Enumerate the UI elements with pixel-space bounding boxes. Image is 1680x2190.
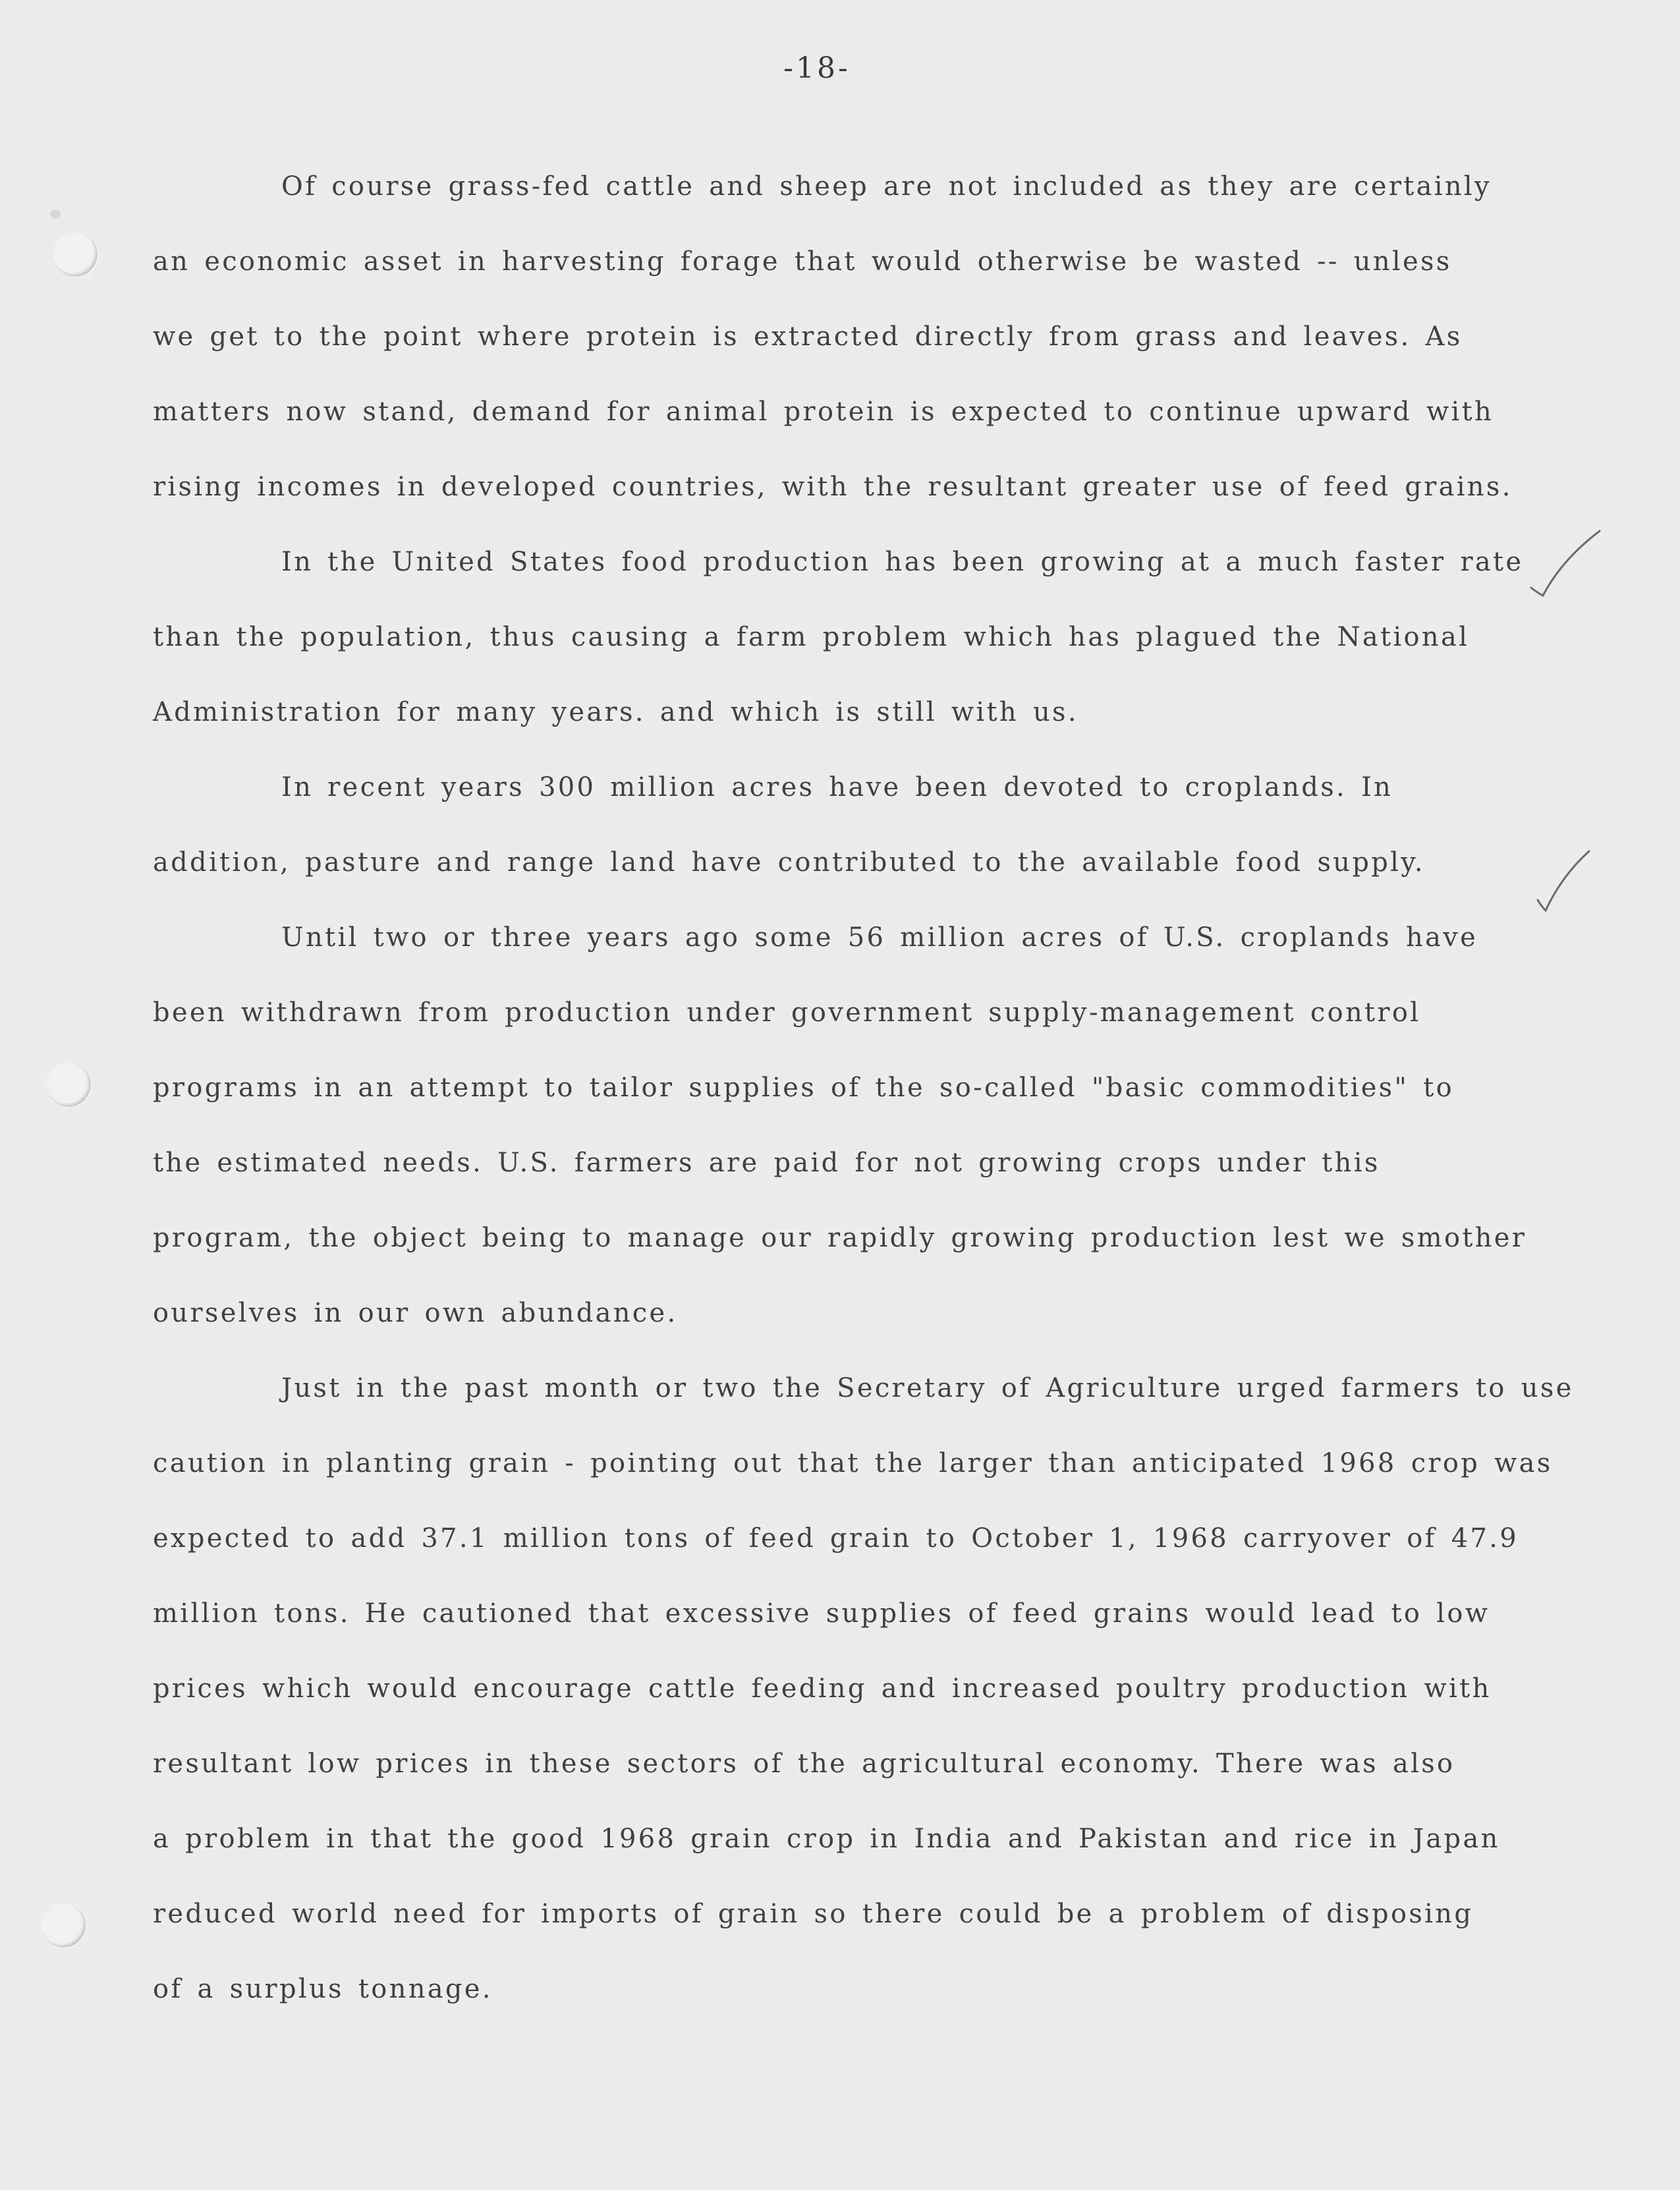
text-line: In recent years 300 million acres have been devoted to croplands. In bbox=[281, 772, 1393, 802]
text-line: Administration for many years. and which is still with us. bbox=[153, 697, 1078, 727]
page-number: -18- bbox=[783, 51, 851, 85]
text-line: Just in the past month or two the Secretary of Agriculture urged farmers to use bbox=[281, 1373, 1574, 1403]
text-line: the estimated needs. U.S. farmers are paid for not growing crops under this bbox=[153, 1148, 1380, 1178]
check-mark-icon bbox=[1528, 527, 1608, 619]
text-line: we get to the point where protein is extracted directly from grass and leaves. As bbox=[153, 322, 1463, 352]
check-mark-icon bbox=[1528, 850, 1608, 929]
text-line: matters now stand, demand for animal protein is expected to continue upward with bbox=[153, 397, 1494, 427]
text-line: a problem in that the good 1968 grain crop in India and Pakistan and rice in Japan bbox=[153, 1824, 1500, 1854]
text-line: program, the object being to manage our rapidly growing production lest we smother bbox=[153, 1223, 1527, 1253]
binder-hole-middle bbox=[46, 1062, 91, 1107]
paper-smudge bbox=[50, 210, 61, 219]
text-line: expected to add 37.1 million tons of feed grain to October 1, 1968 carryover of 47.9 bbox=[153, 1523, 1519, 1554]
text-line: been withdrawn from production under government supply-management control bbox=[153, 997, 1421, 1028]
text-line: than the population, thus causing a farm problem which has plagued the National bbox=[153, 622, 1470, 652]
text-line: Of course grass-fed cattle and sheep are not included as they are certainly bbox=[281, 171, 1492, 202]
text-line: million tons. He cautioned that excessive supplies of feed grains would lead to low bbox=[153, 1598, 1490, 1629]
text-line: caution in planting grain - pointing out that the larger than anticipated 1968 crop was bbox=[153, 1448, 1553, 1478]
binder-hole-top bbox=[53, 232, 98, 277]
text-line: In the United States food production has been growing at a much faster rate bbox=[281, 547, 1524, 577]
text-line: ourselves in our own abundance. bbox=[153, 1298, 678, 1328]
text-line: rising incomes in developed countries, with the resultant greater use of feed grains. bbox=[153, 472, 1513, 502]
body-text bbox=[153, 163, 1602, 2041]
text-line: reduced world need for imports of grain so there could be a problem of disposing bbox=[153, 1899, 1474, 1929]
text-line: addition, pasture and range land have contributed to the available food supply. bbox=[153, 847, 1425, 878]
text-line: prices which would encourage cattle feeding and increased poultry production with bbox=[153, 1673, 1492, 1704]
text-line: programs in an attempt to tailor supplies of the so-called "basic commodities" to bbox=[153, 1073, 1454, 1103]
text-line: resultant low prices in these sectors of the agricultural economy. There was also bbox=[153, 1749, 1455, 1779]
binder-hole-bottom bbox=[41, 1903, 86, 1948]
text-line: Until two or three years ago some 56 million acres of U.S. croplands have bbox=[281, 922, 1478, 953]
text-line: an economic asset in harvesting forage that would otherwise be wasted -- unless bbox=[153, 246, 1452, 277]
text-line: of a surplus tonnage. bbox=[153, 1974, 493, 2004]
